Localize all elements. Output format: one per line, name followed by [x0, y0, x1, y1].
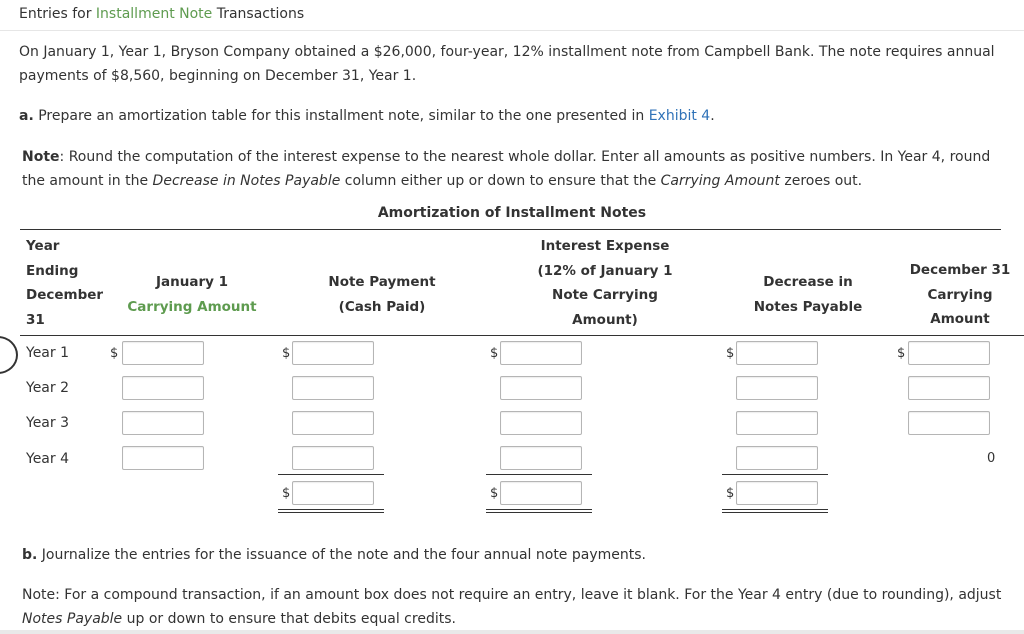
double-rule [722, 509, 828, 510]
total-rule [722, 474, 828, 475]
total-rule [486, 474, 592, 475]
year2-dec31-carrying-input[interactable] [908, 376, 990, 400]
part-a-note: Note: Round the computation of the interest expense to the nearest whole dollar. Enter all amounts as positive numbers. In Year 4, round the amount in the Decrease in Notes Payable column either up or down to ensure that the Carrying Amount zeroes out. [22, 149, 991, 189]
bottom-border [0, 630, 1024, 634]
col-header-interest-expense: Interest Expense (12% of January 1 Note Carrying Amount) [537, 238, 673, 328]
total-decrease-input[interactable] [736, 481, 818, 505]
installment-note-link[interactable]: Installment Note [95, 6, 213, 22]
year4-note-payment-input[interactable] [292, 446, 374, 470]
dollar-sign: $ [490, 486, 499, 501]
col-header-jan1: January 1 Carrying Amount [127, 274, 257, 315]
part-b-instruction: b. Journalize the entries for the issuance of the note and the four annual note payments. [22, 547, 646, 563]
year4-dec31-carrying-value: 0 [987, 451, 996, 466]
year1-jan1-carrying-input[interactable] [122, 341, 204, 365]
year1-dec31-carrying-input[interactable] [908, 341, 990, 365]
col-header-note-payment: Note Payment (Cash Paid) [328, 274, 436, 315]
year3-note-payment-input[interactable] [292, 411, 374, 435]
dollar-sign: $ [726, 486, 735, 501]
dollar-sign: $ [282, 346, 291, 361]
year3-decrease-input[interactable] [736, 411, 818, 435]
year1-note-payment-input[interactable] [292, 341, 374, 365]
year3-interest-expense-input[interactable] [500, 411, 582, 435]
dollar-sign: $ [897, 346, 906, 361]
exhibit-4-link[interactable]: Exhibit 4 [648, 108, 711, 124]
year1-interest-expense-input[interactable] [500, 341, 582, 365]
year2-note-payment-input[interactable] [292, 376, 374, 400]
dollar-sign: $ [110, 346, 119, 361]
row-label-year-1: Year 1 [26, 345, 69, 361]
page-title: Entries for Installment Note Transactions [19, 6, 305, 22]
year4-interest-expense-input[interactable] [500, 446, 582, 470]
row-indicator-circle [0, 336, 18, 374]
row-label-year-4: Year 4 [26, 451, 69, 467]
problem-intro: On January 1, Year 1, Bryson Company obtained a $26,000, four-year, 12% installment note from Campbell Bank. The note requires annual payments of $8,560, beginning on December 31, Year 1. [19, 44, 995, 84]
divider [0, 30, 1024, 31]
col-header-carrying: December 31 Carrying Amount [909, 262, 1011, 327]
part-a-instruction: a. Prepare an amortization table for this installment note, similar to the one presented in Exhibit 4. [19, 108, 715, 124]
dollar-sign: $ [282, 486, 291, 501]
year3-jan1-carrying-input[interactable] [122, 411, 204, 435]
row-label-year-2: Year 2 [26, 380, 69, 396]
double-rule [486, 512, 592, 513]
year4-jan1-carrying-input[interactable] [122, 446, 204, 470]
double-rule [722, 512, 828, 513]
table-title: Amortization of Installment Notes [377, 205, 647, 221]
total-note-payment-input[interactable] [292, 481, 374, 505]
year4-decrease-input[interactable] [736, 446, 818, 470]
row-label-year-3: Year 3 [26, 415, 69, 431]
year2-decrease-input[interactable] [736, 376, 818, 400]
col-header-decrease: Decrease in Notes Payable [753, 274, 863, 315]
year3-dec31-carrying-input[interactable] [908, 411, 990, 435]
total-rule [278, 474, 384, 475]
total-interest-expense-input[interactable] [500, 481, 582, 505]
header-rule [20, 229, 1001, 230]
part-b-note: Note: For a compound transaction, if an amount box does not require an entry, leave it blank. For the Year 4 entry (due to rounding), adjust Notes Payable up or down to ensure that debits equal credits. [22, 587, 1002, 627]
dollar-sign: $ [726, 346, 735, 361]
year1-decrease-input[interactable] [736, 341, 818, 365]
col-header-year: Year Ending December 31 [26, 238, 104, 328]
year2-jan1-carrying-input[interactable] [122, 376, 204, 400]
double-rule [278, 509, 384, 510]
double-rule [486, 509, 592, 510]
year2-interest-expense-input[interactable] [500, 376, 582, 400]
double-rule [278, 512, 384, 513]
header-bottom-rule [20, 335, 1024, 336]
dollar-sign: $ [490, 346, 499, 361]
